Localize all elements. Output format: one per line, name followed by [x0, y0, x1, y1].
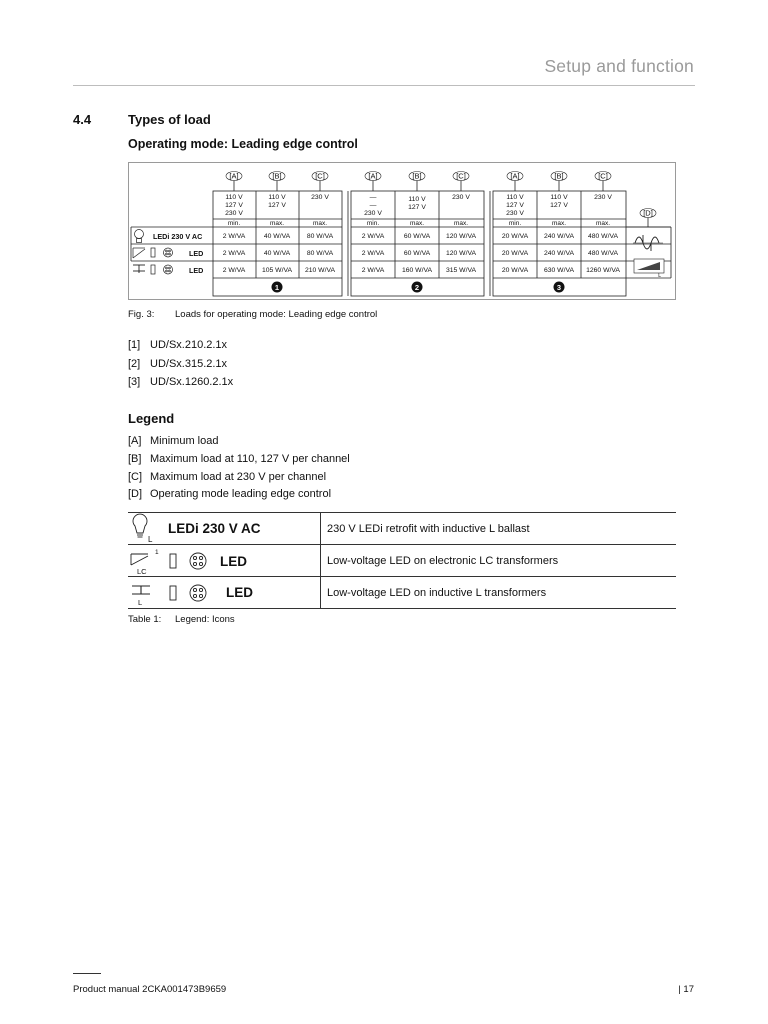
row-label-led-lc: LED [189, 249, 204, 258]
transformer-l-label: L [138, 598, 143, 607]
icon-legend-table [128, 512, 676, 609]
table-caption [128, 614, 235, 625]
list-item [128, 355, 233, 374]
list-key: [C] [128, 470, 143, 483]
load-value: 480 W/VA [587, 250, 619, 257]
bracket-label: [C] [598, 171, 608, 181]
voltage-label: — [369, 194, 377, 201]
bracket-a-2 [365, 172, 381, 181]
load-value: 2 W/VA [222, 233, 246, 240]
footer-document-id: Product manual 2CKA001473B9659 [73, 984, 227, 995]
operating-mode-heading: Operating mode: Leading edge control [128, 137, 358, 151]
badge-number: 2 [414, 283, 420, 292]
transformer-l-icon [128, 577, 320, 610]
bracket-b-1 [269, 172, 285, 181]
list-text: Minimum load [150, 435, 219, 447]
table-caption-label: Table 1: [128, 614, 162, 625]
load-value: 20 W/VA [501, 267, 529, 274]
list-key: [3] [128, 376, 141, 388]
limit-label: max. [551, 220, 567, 227]
list-item [128, 433, 350, 451]
list-text: Maximum load at 230 V per channel [150, 470, 327, 483]
bracket-label: [B] [272, 171, 282, 181]
icon-cell [128, 545, 321, 577]
load-value: 240 W/VA [543, 250, 575, 257]
limit-label: max. [409, 220, 425, 227]
load-value: 630 W/VA [543, 267, 575, 274]
group-badge-3 [554, 282, 565, 293]
limit-label: min. [366, 220, 380, 227]
icon-row-label: LED [220, 554, 247, 569]
list-item [128, 469, 350, 487]
list-key: [2] [128, 357, 141, 370]
led-lamp-icon [151, 265, 173, 274]
list-item [128, 373, 233, 392]
table-row [128, 513, 676, 545]
load-figure [128, 162, 676, 300]
load-value: 80 W/VA [306, 233, 334, 240]
section-number: 4.4 [73, 112, 92, 127]
load-value: 105 W/VA [261, 267, 293, 274]
bracket-label: [B] [412, 171, 422, 181]
legend-heading: Legend [128, 411, 175, 426]
load-value: 20 W/VA [501, 233, 529, 240]
transformer-lc-label: LC [137, 567, 147, 576]
load-value: 2 W/VA [361, 233, 385, 240]
load-value: 210 W/VA [304, 267, 336, 274]
voltage-label: — [369, 202, 377, 209]
icon-cell [128, 513, 321, 545]
voltage-label: 127 V [268, 202, 286, 209]
table-row [128, 577, 676, 609]
figure-caption [128, 309, 377, 320]
transformer-l-icon [133, 265, 145, 273]
bracket-d [640, 209, 656, 218]
list-key: [1] [128, 339, 141, 351]
bracket-label: [C] [456, 171, 466, 181]
voltage-label: 230 V [506, 210, 524, 217]
icon-row-label: LED [226, 585, 253, 600]
voltage-label: 110 V [225, 194, 243, 201]
list-text: Operating mode leading edge control [150, 488, 332, 501]
icon-description: 230 V LEDi retrofit with inductive L ballast [321, 513, 677, 545]
led-lamp-icon [151, 248, 173, 257]
bracket-label: [A] [510, 171, 520, 181]
bracket-label: [A] [229, 171, 239, 181]
leading-edge-waveform-icon [633, 235, 663, 251]
load-value: 315 W/VA [445, 267, 477, 274]
voltage-label: 110 V [506, 194, 524, 201]
voltage-label: 230 V [452, 194, 470, 201]
icon-description: Low-voltage LED on inductive L transformers [321, 577, 677, 609]
load-value: 2 W/VA [361, 250, 385, 257]
transformer-lc-icon [133, 248, 145, 258]
list-text: UD/Sx.1260.2.1x [150, 376, 234, 388]
icon-row-label: LEDi 230 V AC [168, 521, 261, 536]
inductive-load-ramp-icon [634, 259, 664, 279]
voltage-label: 127 V [408, 204, 426, 211]
load-value: 160 W/VA [401, 267, 433, 274]
bracket-a-1 [226, 172, 242, 181]
bracket-b-2 [409, 172, 425, 181]
load-value: 80 W/VA [306, 250, 334, 257]
bulb-icon [135, 230, 144, 243]
load-figure-diagram [129, 163, 677, 301]
legend-list [128, 433, 350, 504]
footnote-mark: 1 [155, 549, 159, 556]
list-key: [B] [128, 452, 142, 465]
row-label-led-l: LED [189, 266, 204, 275]
voltage-label: 230 V [364, 210, 382, 217]
group-badge-1 [272, 282, 283, 293]
badge-number: 3 [556, 283, 562, 292]
list-key: [D] [128, 488, 143, 501]
table-row [128, 545, 676, 577]
bracket-label: [B] [554, 171, 564, 181]
l-label: L [658, 273, 661, 279]
load-value: 60 W/VA [403, 250, 431, 257]
bracket-b-3 [551, 172, 567, 181]
limit-label: max. [312, 220, 328, 227]
load-value: 60 W/VA [403, 233, 431, 240]
load-value: 40 W/VA [263, 233, 291, 240]
table-caption-text: Legend: Icons [175, 614, 235, 625]
figure-caption-label: Fig. 3: [128, 309, 155, 320]
voltage-label: 127 V [550, 202, 568, 209]
load-value: 120 W/VA [445, 250, 477, 257]
list-item [128, 336, 233, 355]
icon-description: Low-voltage LED on electronic LC transformers [321, 545, 677, 577]
voltage-label: 230 V [594, 194, 612, 201]
load-value: 40 W/VA [263, 250, 291, 257]
page-header-title: Setup and function [544, 56, 694, 76]
load-value: 1260 W/VA [586, 267, 620, 274]
list-key: [A] [128, 435, 142, 447]
bracket-c-1 [312, 172, 328, 181]
voltage-label: 127 V [506, 202, 524, 209]
voltage-label: 110 V [268, 194, 286, 201]
section-title: Types of load [128, 112, 211, 127]
badge-number: 1 [274, 283, 280, 292]
bracket-label: [C] [315, 171, 325, 181]
bracket-c-2 [453, 172, 469, 181]
bracket-a-3 [507, 172, 523, 181]
list-text: UD/Sx.210.2.1x [150, 339, 228, 351]
limit-label: max. [595, 220, 611, 227]
list-text: Maximum load at 110, 127 V per channel [150, 452, 350, 465]
load-value: 2 W/VA [222, 250, 246, 257]
group-badge-2 [412, 282, 423, 293]
limit-label: min. [508, 220, 522, 227]
page-number: | 17 [678, 984, 694, 995]
row-label-ledi: LEDi 230 V AC [153, 232, 203, 241]
voltage-label: 110 V [408, 196, 426, 203]
list-item [128, 451, 350, 469]
ballast-l-label: L [148, 535, 153, 544]
header-divider [73, 85, 695, 86]
icon-cell [128, 577, 321, 609]
voltage-label: 127 V [225, 202, 243, 209]
limit-label: max. [269, 220, 285, 227]
bracket-label: [A] [368, 171, 378, 181]
load-value: 2 W/VA [222, 267, 246, 274]
limit-label: max. [453, 220, 469, 227]
limit-label: min. [227, 220, 241, 227]
load-value: 120 W/VA [445, 233, 477, 240]
voltage-label: 230 V [225, 210, 243, 217]
list-item [128, 486, 350, 504]
load-value: 20 W/VA [501, 250, 529, 257]
list-text: UD/Sx.315.2.1x [150, 357, 228, 370]
load-value: 240 W/VA [543, 233, 575, 240]
dimmer-list [128, 336, 233, 392]
footer-divider [73, 973, 101, 974]
figure-caption-text: Loads for operating mode: Leading edge control [175, 309, 378, 320]
bracket-c-3 [595, 172, 611, 181]
load-value: 2 W/VA [361, 267, 385, 274]
voltage-label: 230 V [311, 194, 329, 201]
bracket-label: [D] [643, 208, 653, 218]
load-value: 480 W/VA [587, 233, 619, 240]
voltage-label: 110 V [550, 194, 568, 201]
